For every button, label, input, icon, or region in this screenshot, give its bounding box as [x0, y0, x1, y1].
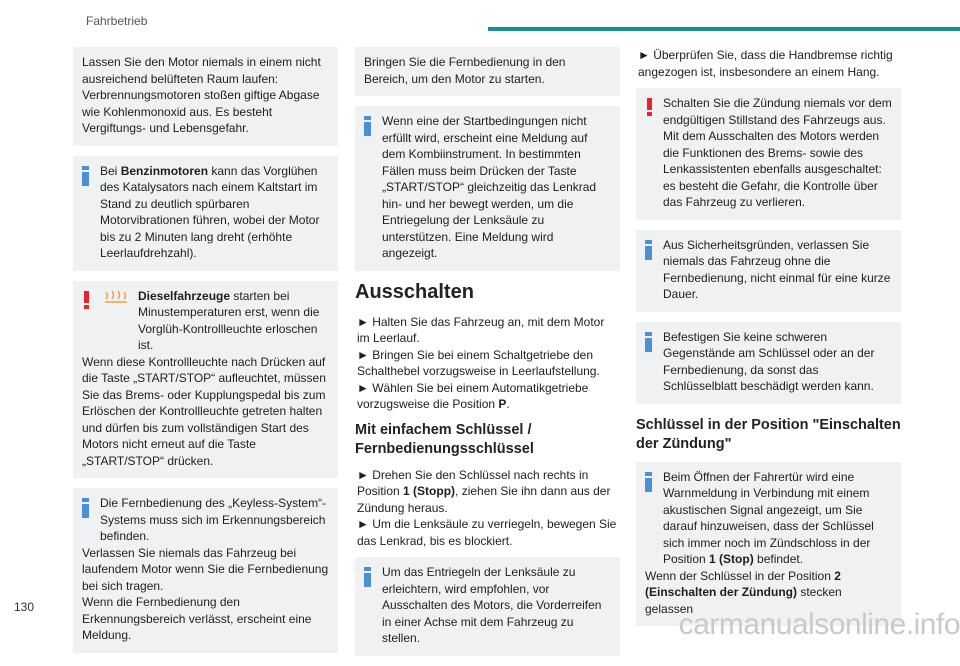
step-text: ► Überprüfen Sie, dass die Handbremse richtig angezogen ist, insbesondere an einem Hang. [638, 48, 893, 79]
info-icon [645, 472, 652, 492]
section-heading: Ausschalten [355, 280, 474, 303]
warning-text: Schalten Sie die Zündung niemals vor dem endgültigen Stillstand des Fahrzeugs aus. Mit dem Ausschalten des Motors werden die Funktionen des Brems- sowie des Lenkassistenten ebenfalls ausgeschaltet: es besteht die Gefahr, die Kontrolle über das Fahrzeug zu verlieren. [663, 96, 892, 209]
column-3 [636, 47, 901, 636]
info-icon [645, 332, 652, 352]
step-text-bold: P [498, 397, 507, 411]
info-box-safety [636, 230, 901, 312]
watermark: carmanualsonline.info [678, 608, 960, 641]
column-2: Bringen Sie die Fernbedienung in den Bereich, um den Motor zu starten. Wenn eine der Startbedingungen nicht erfüllt wird, erscheint eine Meldung auf dem Kombiinstrument. In bestimmten Fällen muss beim Drücken der Taste „START/STOP“ gleichzeitig das Lenkrad hin- und her bewegt werden, um die Entriegelung der Lenksäule zu unterstützen. Eine Meldung wird angezeigt. Ausschalten ► Halten Sie das Fahrzeug an, mit dem Motor im Leerlauf. ► Bringen Sie bei einem Schaltgetriebe den Schalthebel vorzugsweise in Leerlaufstellung. ► Wählen Sie bei einem Automatikgetriebe vorzugsweise die Position P. Mit einfachem Schlüssel / Fernbedienungsschlüssel ► Drehen Sie den Schlüssel nach rechts in Position 1 (Stopp), ziehen Sie ihn dann aus der Zündung heraus. ► Um die Lenksäule zu verriegeln, bewegen Sie das Lenkrad, bis es blockiert. Um das Entriegeln der Lenksäule zu erleichtern, wird empfohlen, vor Ausschalten des Motors, die Vorderreifen in einer Achse mit dem Fahrzeug zu stellen. [355, 47, 620, 666]
info-box-steering-lock [355, 557, 620, 656]
step-text: ► Bringen Sie bei einem Schaltgetriebe den Schalthebel vorzugsweise in Leerlaufstellung. [357, 347, 600, 378]
glow-plug-icon [104, 290, 128, 306]
step-text-bold: 1 (Stopp) [403, 484, 456, 498]
notice-text: Lassen Sie den Motor niemals in einem nicht ausreichend belüfteten Raum laufen: Verbrennungsmotoren stoßen giftige Abgase wie Kohlenmonoxid aus. Es besteht Vergiftungs- und Lebensgefahr. [82, 55, 321, 135]
header-title: Fahrbetrieb [86, 14, 148, 28]
info-icon [82, 498, 89, 518]
info-text-3: Wenn die Fernbedienung den Erkennungsbereich verlässt, erscheint eine Meldung. [82, 595, 312, 642]
warning-text-2: Wenn diese Kontrollleuchte nach Drücken auf die Taste „START/STOP“ aufleuchtet, müssen Sie das Brems- oder Kupplungspedal bis zum Erlöschen der Kontrollleuchte getreten halten und dürfen bis zum vollständigen Start des Motors nicht erneut auf die Taste „START/STOP“ drücken. [82, 354, 326, 468]
info-text-bold: 2 (Einschalten der Zündung) [645, 568, 841, 599]
step-text: ► Wählen Sie bei einem Automatikgetriebe vorzugsweise die Position [357, 380, 589, 411]
info-box-key-position [636, 462, 901, 627]
column-1 [73, 47, 338, 663]
warning-box-ignition [636, 88, 901, 220]
info-icon [364, 567, 371, 587]
step-text: , ziehen Sie ihn dann aus der Zündung heraus. [357, 484, 611, 515]
notice-box-ventilation [73, 47, 338, 146]
info-box-petrol [73, 156, 338, 271]
info-icon [82, 166, 89, 186]
info-text-bold: Benzinmotoren [120, 163, 209, 178]
step-text: ► Halten Sie das Fahrzeug an, mit dem Motor im Leerlauf. [357, 314, 605, 345]
warning-box-diesel [73, 281, 338, 479]
header-accent-bar [488, 27, 960, 31]
info-box-keyless [73, 488, 338, 653]
info-box-start-conditions [355, 106, 620, 271]
info-text-2: stecken gelassen [645, 585, 842, 616]
warning-icon [84, 291, 90, 309]
warning-text: starten bei Minustemperaturen erst, wenn die Vorglüh-Kontrollleuchte erloschen ist. [138, 288, 320, 352]
info-text: Beim Öffnen der Fahrertür wird eine Warnmeldung in Verbindung mit einem akustischen Signal angezeigt, um Sie darauf hinzuweisen, dass der Schlüssel sich immer noch im Zündschloss in der Position [663, 469, 874, 566]
warning-icon [647, 98, 653, 116]
step-text: ► Um die Lenksäule zu verriegeln, bewegen Sie das Lenkrad, bis es blockiert. [357, 517, 617, 548]
info-text: Um das Entriegeln der Lenksäule zu erleichtern, wird empfohlen, vor Ausschalten des Motors, die Vorderreifen in einer Achse mit dem Fahrzeug zu stellen. [382, 565, 602, 645]
page-number: 130 [14, 600, 35, 614]
notice-box-remote [355, 47, 620, 96]
info-text: Wenn eine der Startbedingungen nicht erfüllt wird, erscheint eine Meldung auf dem Kombiinstrument. In bestimmten Fällen muss beim Drücken der Taste „START/STOP“ gleichzeitig das Lenkrad hin- und her bewegt werden, um die Entriegelung der Lenksäule zu unterstützen. Eine Meldung wird angezeigt. [382, 114, 597, 260]
info-text: Aus Sicherheitsgründen, verlassen Sie niemals das Fahrzeug ohne die Fernbedienung, nicht einmal für eine kurze Dauer. [663, 237, 891, 301]
info-icon [364, 116, 371, 136]
warning-text-bold: Dieselfahrzeuge [138, 288, 231, 303]
notice-text: Bringen Sie die Fernbedienung in den Bereich, um den Motor zu starten. [364, 55, 566, 86]
info-box-heavy-objects [636, 322, 901, 404]
info-text: Die Fernbedienung des „Keyless-System“-Systems muss sich im Erkennungsbereich befinden. [100, 496, 327, 543]
info-text: befindet. [753, 552, 804, 566]
info-text-2: Wenn der Schlüssel in der Position [645, 568, 835, 583]
info-text-bold: 1 (Stop) [709, 552, 754, 566]
subsection-heading: Mit einfachem Schlüssel / Fernbedienungsschlüssel [355, 421, 534, 457]
info-icon [645, 240, 652, 260]
step-text: ► Drehen Sie den Schlüssel nach rechts in Position [357, 467, 589, 498]
info-text: kann das Vorglühen des Katalysators nach einem Kaltstart im Stand zu deutlich spürbaren Motorvibrationen führen, wobei der Motor bis zu 2 Minuten lang dreht (erhöhte Leerlaufdrehzahl). [100, 163, 320, 260]
subsection-heading: Schlüssel in der Position "Einschalten der Zündung" [636, 416, 901, 452]
info-text-prefix: Bei [100, 163, 121, 178]
info-text: Befestigen Sie keine schweren Gegenstände am Schlüssel oder an der Fernbedienung, da sonst das Schlüsselblatt beschädigt werden kann. [663, 329, 875, 393]
info-text-2: Verlassen Sie niemals das Fahrzeug bei laufendem Motor wenn Sie die Fernbedienung bei sich tragen. [82, 545, 329, 593]
